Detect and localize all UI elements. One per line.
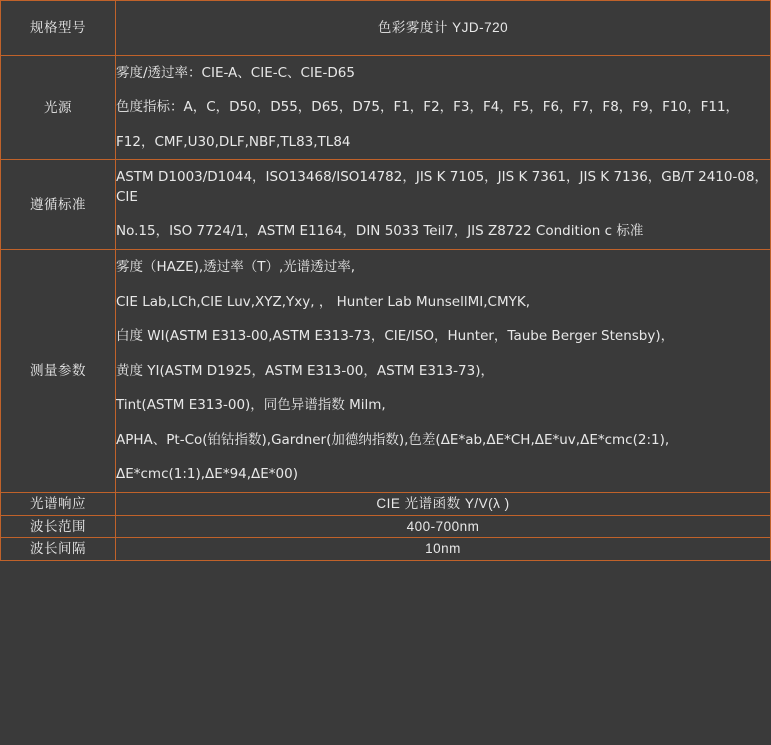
table-row <box>1 160 771 250</box>
text-line: 雾度（HAZE),透过率（T）,光谱透过率, <box>116 258 356 275</box>
row-value-spectral-response: CIE 光谱函数 Y/V(λ ) <box>116 492 771 515</box>
specification-table-body <box>1 1 771 561</box>
table-row <box>1 538 771 561</box>
text-line: ASTM D1003/D1044，ISO13468/ISO14782，JIS K 7105，JIS K 7361，JIS K 7136，GB/T 2410-08，CIE <box>116 169 769 205</box>
row-label-wavelength-range: 波长范围 <box>1 515 116 538</box>
table-row <box>1 1 771 56</box>
row-value-measurement-parameters <box>116 249 771 492</box>
text-line: 色度指标：A，C，D50，D55，D65，D75，F1，F2，F3，F4，F5，F6，F7，F8，F9，F10，F11， <box>116 99 740 116</box>
row-label-spectral-response: 光谱响应 <box>1 492 116 515</box>
text-line: ΔE*cmc(1:1),ΔE*94,ΔE*00) <box>116 466 299 483</box>
row-label-wavelength-interval: 波长间隔 <box>1 538 116 561</box>
table-row <box>1 249 771 492</box>
row-label-standards: 遵循标准 <box>1 160 116 250</box>
row-label-measurement-parameters: 测量参数 <box>1 249 116 492</box>
text-line: Tint(ASTM E313-00)，同色异谱指数 Milm, <box>116 397 386 414</box>
text-line: APHA、Pt-Co(铂钴指数),Gardner(加德纳指数),色差(ΔE*ab,ΔE*CH,ΔE*uv,ΔE*cmc(2:1), <box>116 431 670 448</box>
text-line: No.15，ISO 7724/1，ASTM E1164，DIN 5033 Teil7，JIS Z8722 Condition c 标准 <box>116 223 644 240</box>
text-line: F12，CMF,U30,DLF,NBF,TL83,TL84 <box>116 133 351 150</box>
row-label-model: 规格型号 <box>1 1 116 56</box>
text-line: CIE Lab,LCh,CIE Luv,XYZ,Yxy, ， Hunter Lab MunsellMI,CMYK, <box>116 293 531 310</box>
text-line: 白度 WI(ASTM E313-00,ASTM E313-73，CIE/ISO，Hunter，Taube Berger Stensby)， <box>116 328 675 345</box>
text-line: 雾度/透过率：CIE-A、CIE-C、CIE-D65 <box>116 64 355 81</box>
row-value-wavelength-interval: 10nm <box>116 538 771 561</box>
row-value-light-source <box>116 55 771 160</box>
table-row <box>1 515 771 538</box>
row-label-light-source: 光源 <box>1 55 116 160</box>
text-line: 黄度 YI(ASTM D1925，ASTM E313-00，ASTM E313-73)， <box>116 362 494 379</box>
table-row <box>1 492 771 515</box>
row-value-wavelength-range: 400-700nm <box>116 515 771 538</box>
table-row <box>1 55 771 160</box>
row-value-model: 色彩雾度计 YJD-720 <box>116 1 771 56</box>
row-value-standards <box>116 160 771 250</box>
